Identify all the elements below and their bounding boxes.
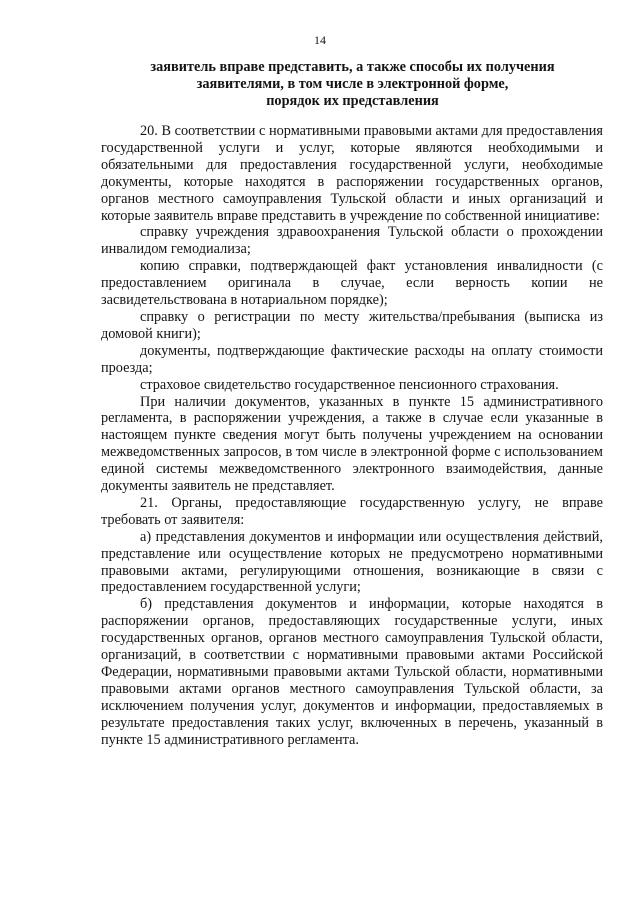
section-heading <box>100 59 605 110</box>
paragraph-item-20: 20. В соответствии с нормативными правовыми актами для предоставления государственной услуги и услуг, которые являются необходимыми и обязательными для предоставления государственной услуги, необходимые документы, которые находятся в распоряжении государственных органов, органов местного самоуправления Тульской области и иных организаций и которые заявитель вправе представить в учреждение по собственной инициативе: <box>101 123 603 224</box>
heading-line: заявителями, в том числе в электронной форме, <box>196 76 509 92</box>
document-body <box>101 123 603 749</box>
heading-line: порядок их представления <box>266 93 439 109</box>
paragraph-item-21: 21. Органы, предоставляющие государственную услугу, не вправе требовать от заявителя: <box>101 494 603 528</box>
list-item-pension-insurance: страховое свидетельство государственное пенсионного страхования. <box>140 376 559 393</box>
list-item-a: а) представления документов и информации или осуществления действий, представление или осуществление которых не предусмотрено нормативными правовыми актами, регулирующими отношения, возникающие в связи с предоставлением государственной услуги; <box>101 528 603 596</box>
list-item-b: б) представления документов и информации, которые находятся в распоряжении органов, предоставляющих государственные услуги, иных государственных органов, органов местного самоуправления Тульской области, организаций, в соответствии с нормативными правовыми актами Российской Федерации, нормативными правовыми актами Тульской области, нормативными правовыми актами органов местного самоуправления Тульской области, за исключением получения услуг, документов и информации, предоставляемых в результате предоставления таких услуг, включенных в перечень, указанный в пункте 15 административного регламента. <box>101 596 603 748</box>
heading-line: заявитель вправе представить, а также способы их получения <box>150 59 555 75</box>
page-number: 14 <box>314 33 326 47</box>
list-item-disability-certificate: копию справки, подтверждающей факт установления инвалидности (с предоставлением оригинала в случае, если верность копии не засвидетельствована в нотариальном порядке); <box>101 258 603 309</box>
list-item-medical-certificate: справку учреждения здравоохранения Тульской области о прохождении инвалидом гемодиализа; <box>101 224 603 258</box>
list-item-registration-certificate: справку о регистрации по месту жительства/пребывания (выписка из домовой книги); <box>101 308 603 342</box>
list-item-travel-expenses: документы, подтверждающие фактические расходы на оплату стоимости проезда; <box>101 342 603 376</box>
paragraph-interagency: При наличии документов, указанных в пункте 15 административного регламента, в распоряжении учреждения, а также в случае если указанные в настоящем пункте сведения могут быть получены учреждением на основании межведомственных запросов, в том числе в электронной форме с использованием единой системы межведомственного электронного взаимодействия, данные документы заявитель не представляет. <box>101 393 603 495</box>
